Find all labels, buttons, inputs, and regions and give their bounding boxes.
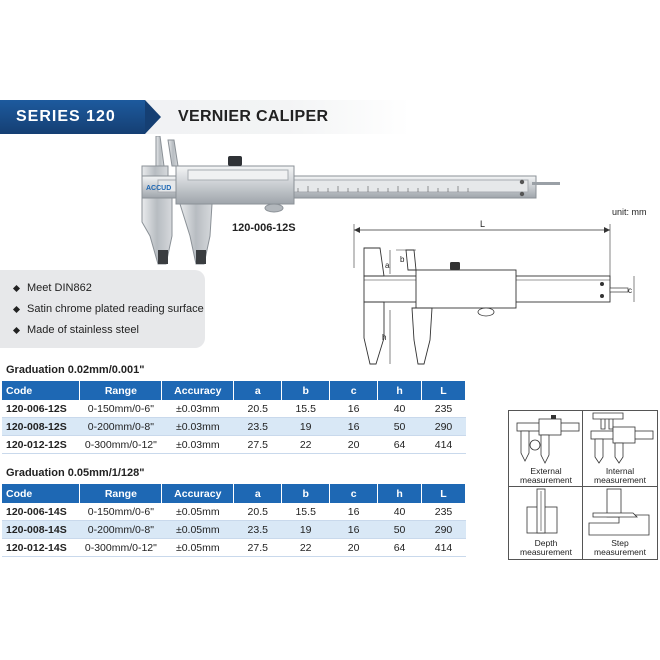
col-header: L: [422, 381, 466, 400]
col-header: h: [378, 381, 422, 400]
col-header: L: [422, 484, 466, 503]
unit-label: unit: mm: [612, 207, 647, 217]
cell: 22: [282, 436, 330, 454]
cell: 20: [330, 436, 378, 454]
brand-mark: ACCUD: [146, 185, 172, 192]
panel-label: Internal measurement: [594, 466, 646, 485]
bullet-icon: [13, 327, 20, 334]
cell: ±0.03mm: [162, 436, 234, 454]
table-row: [2, 521, 466, 539]
dim-c-label: c: [628, 286, 632, 295]
page-title: VERNIER CALIPER: [178, 108, 329, 125]
cell: 414: [422, 436, 466, 454]
cell: 40: [378, 503, 422, 521]
col-header: Accuracy: [162, 381, 234, 400]
cell: 50: [378, 521, 422, 539]
depth-measurement-panel: [508, 486, 584, 560]
spec-table-1: [2, 381, 466, 454]
cell: 20.5: [234, 503, 282, 521]
cell: 120-006-12S: [2, 400, 80, 418]
cell: 64: [378, 539, 422, 557]
table-row: [2, 400, 466, 418]
panel-label: Depth measurement: [520, 538, 572, 557]
col-header: Range: [80, 484, 162, 503]
col-header: Accuracy: [162, 484, 234, 503]
cell: ±0.05mm: [162, 521, 234, 539]
depth-measurement-icon: [509, 487, 583, 539]
dim-L-label: L: [480, 219, 486, 229]
cell: ±0.03mm: [162, 400, 234, 418]
feature-item: Satin chrome plated reading surface: [14, 303, 204, 315]
dimension-diagram: [340, 218, 640, 368]
cell: 23.5: [234, 521, 282, 539]
cell: 120-006-14S: [2, 503, 80, 521]
cell: 40: [378, 400, 422, 418]
step-measurement-icon: [583, 487, 657, 539]
col-header: a: [234, 484, 282, 503]
col-header: b: [282, 381, 330, 400]
cell: 414: [422, 539, 466, 557]
internal-measurement-icon: [583, 411, 657, 467]
cell: 290: [422, 521, 466, 539]
cell: 0-200mm/0-8": [80, 521, 162, 539]
cell: 16: [330, 521, 378, 539]
table-header-row: [2, 381, 466, 400]
dim-b-label: b: [400, 255, 405, 264]
dim-a-label: a: [385, 261, 390, 270]
cell: 120-008-12S: [2, 418, 80, 436]
panel-label: Step measurement: [594, 538, 646, 557]
cell: 235: [422, 503, 466, 521]
external-measurement-icon: [509, 411, 583, 467]
cell: 20.5: [234, 400, 282, 418]
cell: 20: [330, 539, 378, 557]
cell: 23.5: [234, 418, 282, 436]
series-badge-arrow: [145, 100, 161, 134]
bullet-icon: [13, 285, 20, 292]
cell: 22: [282, 539, 330, 557]
col-header: Code: [2, 381, 80, 400]
cell: 16: [330, 503, 378, 521]
cell: ±0.03mm: [162, 418, 234, 436]
cell: 0-200mm/0-8": [80, 418, 162, 436]
cell: 0-300mm/0-12": [80, 436, 162, 454]
cell: ±0.05mm: [162, 503, 234, 521]
col-header: a: [234, 381, 282, 400]
table-row: [2, 539, 466, 557]
graduation-heading: Graduation 0.02mm/0.001": [6, 364, 145, 376]
cell: 235: [422, 400, 466, 418]
col-header: Code: [2, 484, 80, 503]
table-header-row: [2, 484, 466, 503]
cell: 0-150mm/0-6": [80, 400, 162, 418]
cell: 120-008-14S: [2, 521, 80, 539]
cell: 27.5: [234, 539, 282, 557]
cell: 15.5: [282, 400, 330, 418]
cell: 27.5: [234, 436, 282, 454]
cell: 0-300mm/0-12": [80, 539, 162, 557]
col-header: c: [330, 381, 378, 400]
table-row: [2, 436, 466, 454]
cell: 290: [422, 418, 466, 436]
model-caption: 120-006-12S: [232, 222, 296, 234]
cell: 0-150mm/0-6": [80, 503, 162, 521]
bullet-icon: [13, 306, 20, 313]
col-header: Range: [80, 381, 162, 400]
internal-measurement-panel: [582, 410, 658, 488]
cell: 16: [330, 400, 378, 418]
external-measurement-panel: [508, 410, 584, 488]
graduation-heading: Graduation 0.05mm/1/128": [6, 467, 145, 479]
dim-h-label: h: [382, 333, 387, 342]
cell: 15.5: [282, 503, 330, 521]
col-header: h: [378, 484, 422, 503]
cell: 19: [282, 418, 330, 436]
cell: ±0.05mm: [162, 539, 234, 557]
feature-item: Made of stainless steel: [14, 324, 139, 336]
cell: 16: [330, 418, 378, 436]
cell: 120-012-14S: [2, 539, 80, 557]
panel-label: External measurement: [520, 466, 572, 485]
cell: 64: [378, 436, 422, 454]
cell: 50: [378, 418, 422, 436]
series-badge: SERIES 120: [0, 100, 145, 134]
spec-table-2: [2, 484, 466, 557]
feature-item: Meet DIN862: [14, 282, 92, 294]
table-row: [2, 503, 466, 521]
col-header: c: [330, 484, 378, 503]
cell: 120-012-12S: [2, 436, 80, 454]
cell: 19: [282, 521, 330, 539]
table-row: [2, 418, 466, 436]
col-header: b: [282, 484, 330, 503]
step-measurement-panel: [582, 486, 658, 560]
